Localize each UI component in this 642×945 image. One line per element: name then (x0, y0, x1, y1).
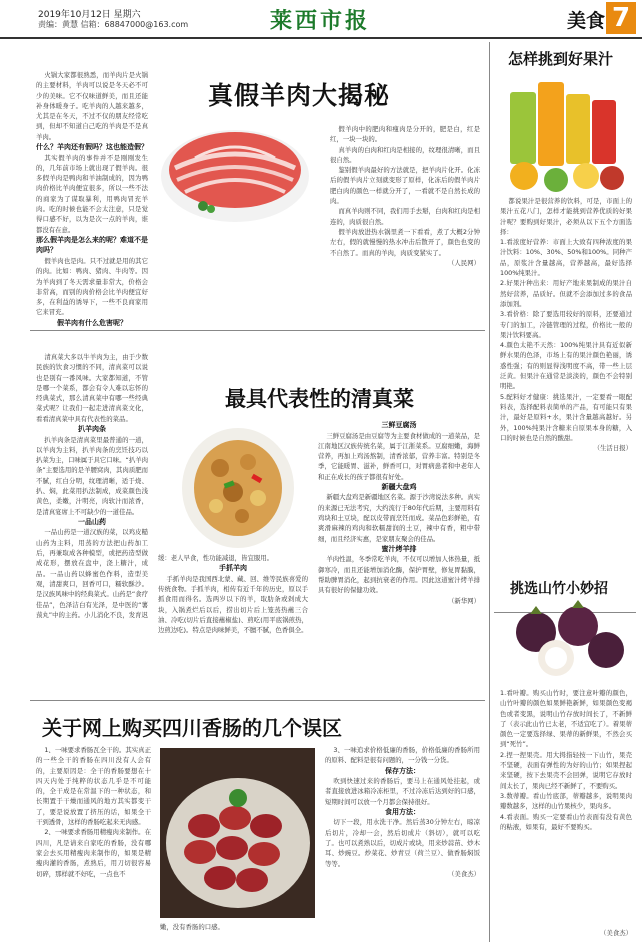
paragraph: 假羊肉中的肥肉和瘦肉是分开的，肥是白，红是红，一块一块的。 (330, 125, 480, 144)
paragraph: 清真菜大多以牛羊肉为主，由于少数民族的饮食习惯的不同，清真菜可以说也是别有一番风味。大家都知道，不管是哪一个菜系，都会有令人难以忘怀的经典菜式，那么清真菜中有哪一些经典菜式呢？让我们一起走进清真菜文化，看看清真菜中具有代表性的菜品。 (36, 353, 148, 423)
subheading: 扒羊肉条 (78, 425, 106, 434)
header-editor: 责编：黄慧 信箱：68847000@163.com (38, 20, 189, 29)
tip-item: 1.看浓度好营养：市面上大致有四种浓度的果汁饮料：10%、30%、50%和100%。同种产品，原浆汁含量越高，营养越高，最好选择100%纯果汁。 (500, 238, 632, 278)
subheading: 手抓羊肉 (219, 564, 247, 573)
paragraph: 羊肉性温，冬季常吃羊肉，不仅可以增加人体热量，抵御寒冷，而且还能增加消化酶，保护胃壁，修复胃黏膜，帮助脾胃消化，起到抗衰老的作用。因此这道蜜汁烤羊排具有很好的保健功效。 (318, 555, 480, 595)
source-credit: （美食杰） (600, 929, 632, 937)
subheading: 那么假羊肉是怎么来的呢？难道不是肉吗？ (36, 235, 148, 255)
section-name: 美食 (567, 10, 606, 32)
article-title: 怎样挑到好果汁 (508, 50, 614, 68)
paragraph: 假羊肉也是肉。只不过就是用的其它的肉。比如：鸭肉、猪肉、牛肉等。因为羊肉到了冬天需求量非常大，价格会非常高，而别的肉价格会比羊肉便宜好多，在利益的诱导下，一些不良商家用它来冒充。 (36, 256, 148, 317)
tip-item: 3.看价格：除了要选用较好的原料，还要通过专门的加工，冷链管理的过程，价格比一般的果汁饮料要高。 (500, 310, 632, 339)
subheading: 假羊肉有什么危害呢？ (57, 318, 127, 327)
source-credit: （生活日报） (593, 444, 632, 453)
paragraph: 嫩，没有香肠的口感。 (160, 923, 224, 931)
paragraph: 三鲜豆腐汤是由豆腐等为主要食材做成的一道菜品，是江南地区汉族传统名菜，属于江浙菜系。豆腐细嫩，海鲜营养，再加上鸡汤熬制，清香浓郁，营养丰富。特别是冬季，它能暖胃、滋补，鲜香可口，对胃病患者和中老年人和正在成长的孩子都很有好处。 (318, 431, 480, 481)
mangosteen-article-body (500, 688, 632, 926)
tip-item: 2.好果汁种出来：用好产地来果制成的果汁自然好营养，品质好。但就不会添加过多的食品添加剂。 (500, 279, 632, 308)
paragraph: 扒羊肉条是清真菜里最普通的一道，以羊肉为主料，扒羊肉条的烹饪技巧以扒菜为主，口味属于具它口味。“扒羊肉条”主要选用的是羊腰窝肉，其肉质肥而不腻，红白分明，纹理清晰，适于烧、扒、焖，此菜用扒法制成，成菜颜色浅黄色，柔嫩，汁明亮，肉软汁而浓香，是清真宴席上不可缺少的一道佳品。 (36, 435, 148, 516)
mid-left-column (36, 352, 148, 694)
sausage-photo (160, 748, 315, 918)
article-title: 关于网上购买四川香肠的几个误区 (42, 716, 342, 740)
paragraph: 手抓羊肉是我国西北蒙、藏、回、维等民族喜爱的传统食物。手抓羊肉，相传有近千年的历史，原以手抓食用而得名。选两岁以下的羊，取肋条或剁成大块，入锅煮烂后以后，捞出切片后上笼蒸热蘸三合油、冷吃(切片后直接蘸椒盐)、煎吃(用平底锅煎热，边煎边吃)。特点是肉味鲜美，不膻不腻，色香俱全。 (158, 574, 308, 635)
tip-item: 5.配料好才健康：挑选果汁，一定要看一眼配料表，选择配料表简单的产品，有可能只有果汁，最好是原料+水，果汁含量越高越好。另外，100%纯果汁含糖来自原果本身的糖，入口的时候也是自然的酸甜。 (500, 392, 632, 442)
bottom-right-column (325, 745, 480, 940)
subheading: 一品山药 (78, 517, 106, 526)
mid-right-column (318, 420, 480, 698)
main-left-column (36, 70, 148, 328)
paragraph: 鉴别假羊肉最好的方法就是，把羊肉片化开。化冻后的假羊肉片立刻就变形了原样，化冻后的假羊肉片肥白肉的颜色一样就分开了，一看就不是自然长成的肉。 (330, 166, 480, 206)
juice-photo (502, 72, 632, 192)
tip-item: 1.看叶瓣。购买山竹时，要注意叶瓣的颜色，山竹叶瓣的颜色如果鲜艳新鲜，如果颜色变褐色或者变黑，说明山竹存放时间长了，不新鲜了（表示此山竹已太老，不适宜吃了）。着果蒂颜色一定要选择绿、果蒂的新鲜果，不然会买到“死竹”。 (500, 689, 632, 749)
dish-photo (178, 418, 298, 553)
paragraph: 其实假羊肉的事件并不是刚刚发生的，几年前市场上就出现了假羊肉。很多假羊肉是鸭肉和羊油制成的，因为鸭肉价格比羊肉便宜很多，所以一些不法的商家为了谋取暴利，用鸭肉冒充羊肉。吃的时候也能不会太注意，只是觉得口感不好，以为是次一点的羊肉，谁都没有在意。 (36, 153, 148, 234)
article-title: 挑选山竹小妙招 (510, 581, 608, 597)
subheading: 食用方法： (385, 807, 420, 816)
section-divider (30, 700, 485, 701)
header-date: 2019年10月12日 星期六 (38, 10, 141, 20)
subheading: 新疆大盘鸡 (381, 482, 417, 491)
subheading: 蜜汁烤羊排 (381, 544, 417, 553)
paragraph: 真羊肉的白肉和红肉是相接的，纹理很清晰，而且很自然。 (330, 145, 480, 164)
paragraph: 吹到快速过来的香肠后，要马上在通风处挂起，或者直接放进冰箱冷冻柜里，不过冷冻后达到好的口感，短期时间可以放一个月都会保持很好。 (325, 777, 480, 806)
column-divider (489, 42, 490, 942)
paragraph: 2、一味要求香肠用精瘦肉来制作。在四川，凡是请来自家吃的香肠，没有哪家会去买用精瘦肉来制作的，如果是精瘦肉灌的香肠，煮熟后，用刀切很容易切碎，那样就不好吃，一点也不 (36, 828, 151, 878)
juice-article-body (500, 196, 632, 606)
article-title: 最具代表性的清真菜 (225, 386, 414, 411)
source-credit: （美食杰） (448, 869, 480, 878)
subheading: 什么？羊肉还有假吗？这也能造假？ (36, 143, 148, 152)
paragraph: 都说果汁是很营养的饮料，可是，市面上的果汁五花八门，怎样才能挑到营养优质的好果汁呢？要购到好果汁，必须从以下五个方面选择： (500, 197, 632, 236)
source-credit: （人民网） (448, 258, 480, 267)
tip-item: 2.捏一捏果壳。用大拇指轻按一下山竹，果壳不坚硬，表面有弹性的为好的山竹；如果捏起来坚硬，按下去果壳不会回弹，说明它存放时间太长了，果肉已经不新鲜了，不要购买。 (500, 750, 632, 790)
page-number: 7 (606, 2, 636, 34)
paragraph: 1、一味要求香肠瓦全干的。其实真正的一些全干的香肠在四川没有人会有的，主要原因是：全干的香肠要想在十四天内处于纯粹的状态几乎是不可能的，全干成是在常温下的一种状态，和长期置于干燥而通风的地方其实都变干了，要是说放置了挤压的话，如果全干干到透骨，这样的香肠吃起来无肉感。 (36, 746, 151, 827)
paragraph: 假羊肉放进热水锅里煮一下看看，煮了大概2分钟左右，假的就慢慢的热水冲击后散开了，颜色也变的不自然了。而真的羊肉，肉质变紧实了。 (330, 227, 480, 257)
tip-item: 4.看表面。购买一定要看山竹表面有没有黄色的粘液，如果有，最好不要购买。 (500, 812, 632, 831)
paragraph: 新疆大盘鸡是新疆地区名菜。源于沙湾说法多种。真实的来源已无法考究，大约流行于80年代后期，主要用料有鸡块和土豆块，配以皮带面烹饪而成。菜品色彩鲜艳，有爽滑麻辣的鸡肉和软糯甜润的土豆，辣中有香，粗中带细，而且经济实惠，是家朋友聚会的佳品。 (318, 493, 480, 543)
paragraph: 一品山药是一道汉族的菜，以鸡皮糙山药为主料，用蒸的方法把山药加工后，再兼取成各种模型，或把药造型做成花形，摆放在盘中，浇上糖汁，成品。一品山药以蜂蜜色作料，造型美观，清甜爽口，回香可口，糯软酥沙。是汉族风味中的经典菜式。山药是“食疗佳品”，色泽洁白有光泽，是中医的“薯蓣丸”中的主药。小儿消化不良，发育迟 (36, 528, 148, 619)
tip-item: 3.数蒂瓣。看山竹底部，蒂瓣越多，说明果肉瓣数越多，这样的山竹果核少，果肉多。 (500, 791, 632, 811)
article-title: 真假羊肉大揭秘 (208, 81, 391, 110)
bottom-center-tail (160, 922, 315, 936)
mid-center-column (158, 553, 308, 698)
paragraph: 而真羊肉则不同，我们用手去掰，白肉和红肉是相连的，肉质很自然。 (330, 207, 480, 226)
source-credit: （新华网） (448, 596, 480, 605)
subheading: 三鲜豆腐汤 (381, 421, 417, 429)
bottom-left-column (36, 745, 151, 940)
paragraph: 缓：老人早食，性功能减退，皆宜服用。 (158, 554, 274, 562)
subheading: 保存方法： (385, 766, 420, 775)
main-right-column (330, 124, 480, 334)
masthead-logo: 莱西市报 (270, 8, 371, 34)
lamb-meat-photo (155, 110, 315, 230)
paragraph: 切下一段，用水洗干净。然后蒸30分钟左右，晾凉后切片，冷却一会，然后切成片（斜切），就可以吃了。也可以煮熟以后，切成片或块，用来炒蒜苗、炒木耳、炒豌豆。炒菜花、炒青豆（荷兰豆）、做香肠焖饭等等。 (325, 818, 480, 868)
mangosteen-photo (506, 600, 630, 680)
header-rule (0, 37, 642, 39)
paragraph: 3、一味追求价格低廉的香肠，价格低廉的香肠所用的原料、配料是很有问题的，一分钱一分货。 (325, 746, 480, 765)
tip-item: 4.颜色太艳不天然：100%纯果汁具有近似新鲜水果的色泽，市场上有的果汁颜色艳丽，诱惑性强；有的则显得浅明度不高，带一些上层泛黄。但果汁在通常是淡淡的，颜色不会特别明艳。 (500, 341, 632, 391)
paragraph: 火锅大家都很熟悉，而羊肉片是火锅的主要材料，羊肉可以说是冬天必不可少的美味。它不仅味道鲜美，而且还能补身体暖身子。吃羊肉的人越来越多，尤其是在冬天，不过不仅的朋友经常吃到，但却不知道自己吃的羊肉是不是真羊肉。 (36, 71, 148, 141)
